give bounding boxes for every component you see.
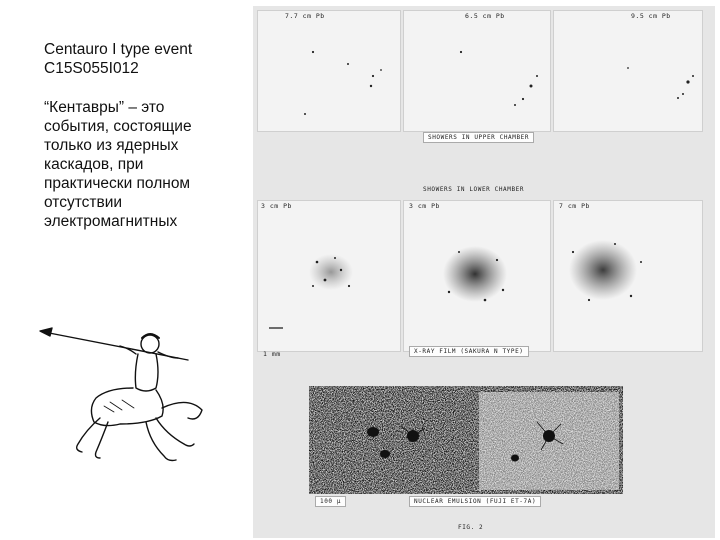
- upper-panel-3-label: 9.5 cm Pb: [631, 12, 671, 20]
- event-description: “Кентавры” – это события, состоящие только из ядерных каскадов, при практически полном отсутствии электромагнитных: [44, 99, 192, 230]
- lower-chamber-caption: SHOWERS IN LOWER CHAMBER: [423, 186, 525, 193]
- emulsion-scale-label: 100 μ: [315, 496, 346, 507]
- event-id: C15S055I012: [44, 60, 139, 77]
- left-text-block: [44, 40, 244, 231]
- event-title: Centauro I type event: [44, 41, 193, 58]
- figure-number: FIG. 2: [458, 524, 484, 531]
- centaur-illustration: [38, 318, 218, 488]
- upper-shower-dots: [253, 6, 715, 136]
- lower-panel-2-label: 3 cm Pb: [409, 202, 440, 210]
- emulsion-texture: [309, 386, 623, 494]
- upper-panel-2-label: 6.5 cm Pb: [465, 12, 505, 20]
- lower-panel-1-label: 3 cm Pb: [261, 202, 292, 210]
- lower-scale-mark: 1 mm: [263, 350, 281, 358]
- upper-chamber-caption: SHOWERS IN UPPER CHAMBER: [423, 132, 534, 143]
- experiment-plate: [253, 6, 715, 538]
- emulsion-caption: NUCLEAR EMULSION (FUJI ET-7A): [409, 496, 541, 507]
- lower-panel-3-label: 7 cm Pb: [559, 202, 590, 210]
- upper-panel-1-label: 7.7 cm Pb: [285, 12, 325, 20]
- xray-film-caption: X-RAY FILM (SAKURA N TYPE): [409, 346, 529, 357]
- lower-shower-clusters: [253, 200, 715, 360]
